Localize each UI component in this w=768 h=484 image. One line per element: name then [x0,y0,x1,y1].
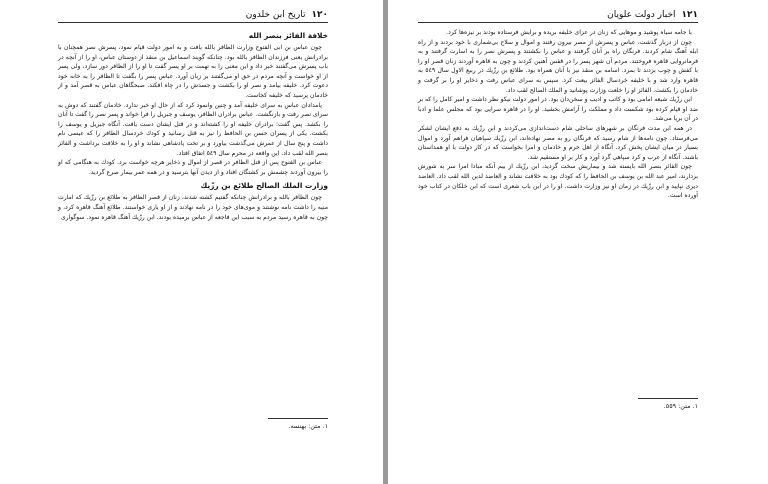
footnote-rule [268,418,328,419]
paragraph: چون الفائز بنصر الله بايسته شد و بيماريش سخت گرديد، ابن رزّيك از بيم آنكه مبادا امرا سر به شورش بردارند، امير عبد الله بن يوسف بن الحافظ را كه كودك بود به خلافت نشاند و العاضد لدين الله لقب داد. العاضد ديرى نپاييد و ابن رزّيك در زمان او نيز وزارت داشت. او را در اين باب شعرى است كه ابن خلكان در كتاب خود آورده است. [418,163,698,200]
paragraph: ابن رزّيك شيعه امامى بود و كاتب و اديب و سخن‌دان بود. در امور دولت نيكو نظر داشت و امير كامل را كه بر ضد او قيام كرده بود شكست داد و مملكت را آرامش بخشيد. او را در قاهره سرايى بود كه مجلس علما و ادبا در آن برپا مى‌شد. [418,96,698,123]
page-header [58,8,328,22]
header-rule [58,22,328,23]
page-header [418,8,698,22]
paragraph: چون عباس بن ابى الفتوح وزارت الظافر بالله يافت و به امور دولت قيام نمود، پسرش نصر همچنان با برادرانش يعنى فرزندان الظافر بالله بود. چنانكه گويند اسماعيل بن منقذ از دوستان عباس، او را از آنچه در باب پسرش مى‌گفتند خبر داد و اين معنى را به تهمت بر او پسر گفت تا او را از الظافر دور سازد، ولى پسر از او خواست و آنچه مردم در حق او مى‌گفتند بر زبان آورد. عباس پسر را بگفت تا الظافر را به خانه خود دعوت كرد. خليفه بيامد و نصر او را بكشت و جسدش را در چاه افكند. صبحگاهان عباس به قصر آمد و از خادمان پرسيد كه خليفه كجاست. [58,44,328,99]
body-text [418,28,698,201]
paragraph: با جامه سياه پوشيد و موهايى كه زنان در عزاى خليفه بريده و برايش فرستاده بودند بر نيزه‌ها كرد. [446,29,692,36]
page-number: ١٢١ [681,10,698,20]
paragraph: چون الظافر بالله و برادرانش چنانكه گفتيم كشته شدند، زنان از قصر الظافر به طلائع بن رزّيك كه امارت منيه را داشت نامه نوشتند و موى‌هاى خود را در نامه نهادند و از او يارى خواستند. طلائع آهنگ قاهره كرد، و چون به قاهره رسيد مردم به سبب اين فاجعه از عباس برميده بودند. ابن رزّيك آهنگ قاهره نمود. سوگوارى [58,194,328,221]
body-text [58,27,328,222]
paragraph: در همه اين مدت فرنگان بر شهرهاى ساحلى شام دست‌اندازى مى‌كردند و ابن رزّيك به دفع ايشان لشكر مى‌فرستاد. چون نامه‌ها از شام رسيد كه فرنگان رو به مصر نهاده‌اند، ابن رزّيك سپاهيان فراهم آورد و اموال بسيار در ميان ايشان پخش كرد. آنگاه از اهل حرم و خادمان و امرا بخواست كه در كار دولت با او همداستان باشند. آنگاه از عرب و كرد سپاهى گرد آورد و كار بر او مستقيم شد. [418,124,698,161]
section-title: وزارت الملك الصالح طلائع بن رزّيك [200,181,328,191]
footnote-rule [638,398,698,399]
paragraph: چون از دربار گذشت، عباس و پسرش از مصر بيرون رفتند و اموال و سلاح بى‌شمارى با خود بردند و از راه ايله آهنگ شام كردند. فرنگان راه بر آنان گرفتند و عباس را بكشتند و پسرش نصر را به اسارت گرفتند و به فرمانروايى قاهره فروختند. مردم آن شهر پسر را در قفس آهنين كردند و چون به قاهره آوردند زنان قصر او را با كفش و چوب بزدند تا بمرد. اسامه بن منقذ نيز با آنان همراه بود. طلائع بن رزّيك در ربيع الاول سال ٥٤٩ به قاهره وارد شد و با خليفه خردسال الفائز بيعت كرد. سپس به سراى عباس رفت و ذخاير او را بر گرفت و خادمان را بكشت. الفائز او را خلعت وزارت پوشانيد و الملك الصالح لقب داد. [418,38,698,94]
right-page [388,0,768,484]
paragraph: پامدادان عباس به سراى خليفه آمد و چنين وانمود كرد كه از حال او خبر ندارد. خادمان گفتند كه دوش به سراى نصر رفت و بازنگشت. عباس برادران الظافر، يوسف و جبريل را فرا خواند و پسر نصر را گفت تا آنان را بكشد. پس گفت: برادران خليفه او را كشته‌اند و در قتل ايشان دست يافت. آنگاه جبريل و يوسف را بكشت. يكى از پسران حسن بن الحافظ را نيز به قتل رسانيد و كودك خردسال الظافر را كه عيسى نام داشت و پنج سال از عمرش مى‌گذشت بياورد و بر تخت پادشاهى نشاند و او را به خلافت برداشت و الفائز بنصر الله لقب داد. اين واقعه در محرم سال ٥٤٩ اتفاق افتاد. [58,101,328,157]
running-title: تاريخ ابن خلدون [245,10,306,20]
footnote: ١. متن: بهنسه. [288,422,328,430]
footnote: ١. متن: ٥٥٩. [663,402,698,410]
running-title: اخبار دولت علويان [607,10,676,20]
left-page [0,0,383,484]
paragraph: عباس بن الفتوح پس از قتل الظافر در قصر از اموال و ذخاير هرچه خواست برد. كودك به هنگامى كه او را بيرون آوردند چشمش بر كشتگان افتاد و از ديدن آنها بترسيد و در همه عمر بيمار صرع گرديد. [58,159,328,176]
section-title: خلافة الفائز بنصر الله [248,31,328,40]
page-number: ١٢٠ [311,10,328,20]
header-rule [418,22,698,23]
